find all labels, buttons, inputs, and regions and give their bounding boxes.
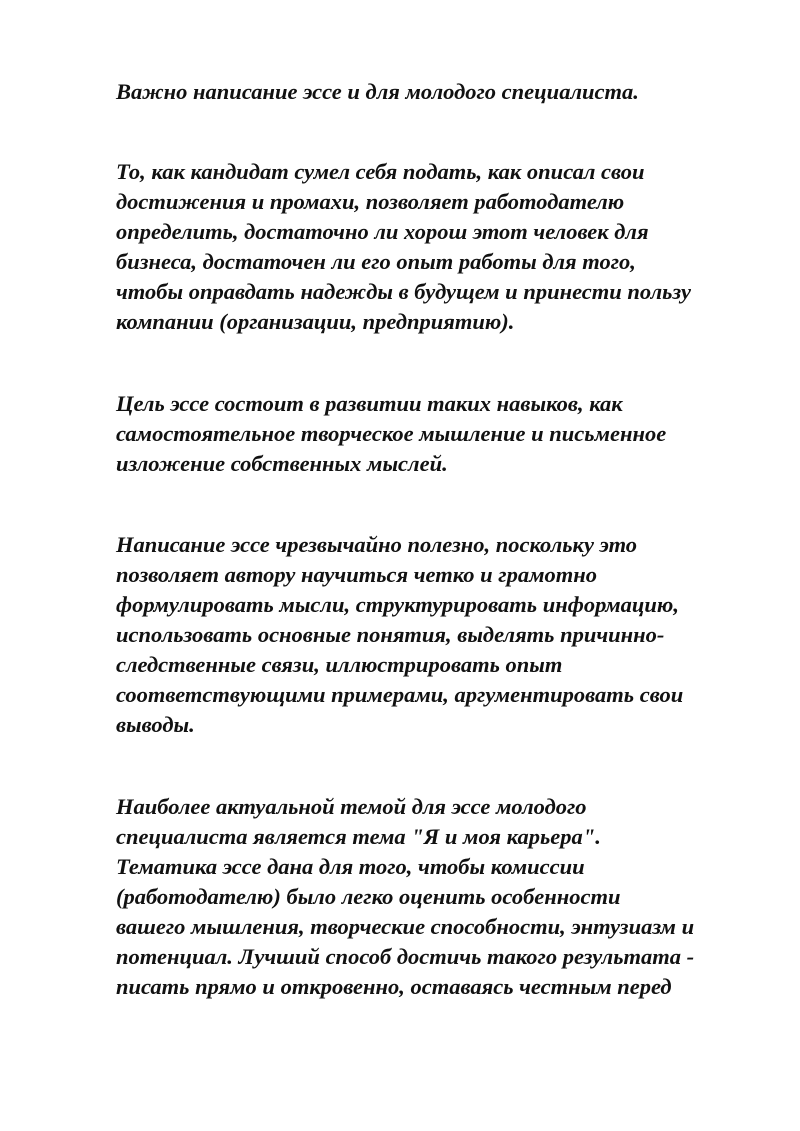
- text-line: Важно написание эссе и для молодого специалиста.: [116, 79, 639, 104]
- text-line: специалиста является тема "Я и моя карьера".: [116, 824, 601, 849]
- text-line: вашего мышления, творческие способности, энтузиазм и: [116, 914, 695, 939]
- text-line: Написание эссе чрезвычайно полезно, поскольку это: [116, 532, 638, 557]
- text-line: соответствующими примерами, аргументировать свои: [116, 682, 684, 707]
- text-line: компании (организации, предприятию).: [116, 309, 515, 334]
- text-line: следственные связи, иллюстрировать опыт: [116, 652, 563, 677]
- text-line: Наиболее актуальной темой для эссе молодого: [116, 794, 587, 819]
- text-line: потенциал. Лучший способ достичь такого результата -: [116, 944, 695, 969]
- text-line: (работодателю) было легко оценить особенности: [116, 884, 621, 909]
- text-line: бизнеса, достаточен ли его опыт работы для того,: [116, 249, 636, 274]
- text-line: писать прямо и откровенно, оставаясь честным перед: [116, 974, 672, 999]
- text-line: использовать основные понятия, выделять причинно-: [116, 622, 665, 647]
- text-line: позволяет автору научиться четко и грамотно: [116, 562, 597, 587]
- paragraph-4: [116, 530, 756, 740]
- text-line: определить, достаточно ли хорош этот человек для: [116, 219, 649, 244]
- paragraph-2: [116, 157, 756, 337]
- text-line: изложение собственных мыслей.: [116, 451, 448, 476]
- text-line: Тематика эссе дана для того, чтобы комиссии: [116, 854, 585, 879]
- text-line: Цель эссе состоит в развитии таких навыков, как: [116, 391, 623, 416]
- text-line: чтобы оправдать надежды в будущем и принести пользу: [116, 279, 692, 304]
- paragraph-5: [116, 792, 756, 1002]
- text-line: формулировать мысли, структурировать информацию,: [116, 592, 679, 617]
- text-line: То, как кандидат сумел себя подать, как описал свои: [116, 159, 645, 184]
- paragraph-1: [116, 77, 756, 107]
- text-line: достижения и промахи, позволяет работодателю: [116, 189, 625, 214]
- text-line: самостоятельное творческое мышление и письменное: [116, 421, 667, 446]
- text-line: выводы.: [116, 712, 195, 737]
- paragraph-3: [116, 389, 756, 479]
